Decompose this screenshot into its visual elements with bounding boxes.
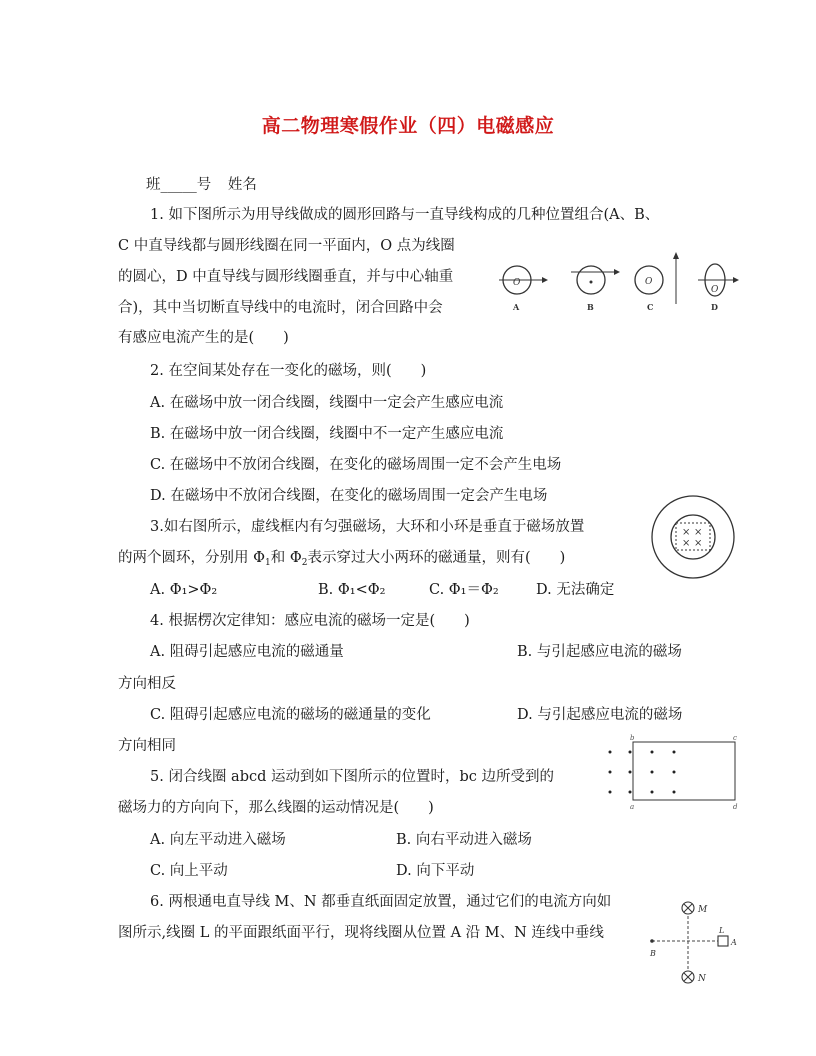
name-label: 姓名 [227,177,257,193]
q3-field-mark-3: × [682,538,691,549]
q5-field-dots [609,751,676,794]
q1-fig-b [571,266,620,312]
q3-line-2 [118,549,565,572]
q4-option-d: D. 与引起感应电流的磁场 [517,707,683,723]
q1-label-a: A [513,302,520,312]
q6-wire-n [682,971,707,984]
q1-label-c: C [647,302,654,312]
q4-option-b: B. 与引起感应电流的磁场 [517,644,682,660]
q3-line-2-b: 和 Φ [270,550,302,566]
page-title: 高二物理寒假作业（四）电磁感应 [261,115,555,137]
class-prefix: 班 [146,177,161,193]
q1-c-center: O [645,277,653,287]
q3-sub-1: 1 [265,558,271,568]
q4-stem: 4. 根据楞次定律知：感应电流的磁场一定是( ) [150,613,470,629]
q2-option-d: D. 在磁场中不放闭合线圈，在变化的磁场周围一定会产生电场 [150,488,548,504]
q5-line-1: 5. 闭合线圈 abcd 运动到如下图所示的位置时，bc 边所受到的 [150,769,555,785]
class-blank: _____ [160,177,197,193]
student-info-line [146,176,257,194]
q2-option-c: C. 在磁场中不放闭合线圈，在变化的磁场周围一定不会产生电场 [150,457,562,473]
q6-label-l: L [719,926,725,935]
q4-option-d-cont: 方向相同 [118,738,176,754]
q3-small-ring [671,515,715,559]
q3-field-mark-4: × [694,538,703,549]
q4-option-a: A. 阻碍引起感应电流的磁通量 [150,644,344,660]
q6-wire-m [682,902,708,915]
q6-label-a: A [731,938,737,947]
q3-line-2-c: 表示穿过大小两环的磁通量，则有( ) [307,550,566,566]
q6-label-n: N [698,974,706,984]
q5-coil [633,742,735,800]
q3-option-d: D. 无法确定 [536,582,615,598]
class-suffix: 号 [196,177,212,193]
q3-sub-2: 2 [301,558,308,568]
q5-label-c: c [733,734,737,742]
q1-line-3: 的圆心，D 中直导线与圆形线圈垂直，并与中心轴重 [118,269,454,285]
q3-option-a: A. Φ₁>Φ₂ [150,582,218,598]
q1-a-center: O [513,278,521,288]
q2-option-a: A. 在磁场中放一闭合线圈，线圈中一定会产生感应电流 [150,395,504,411]
q3-line-1: 3.如右图所示，虚线框内有匀强磁场，大环和小环是垂直于磁场放置 [150,519,585,535]
q4-option-c: C. 阻碍引起感应电流的磁场的磁通量的变化 [150,707,431,723]
q3-option-c: C. Φ₁＝Φ₂ [429,582,499,598]
q5-label-a: a [630,803,635,810]
q5-label-b: b [630,734,635,742]
q1-fig-d [698,264,739,312]
q5-option-a: A. 向左平动进入磁场 [150,832,286,848]
q3-option-b: B. Φ₁<Φ₂ [318,582,386,598]
q5-option-b: B. 向右平动进入磁场 [396,832,532,848]
q6-label-b: B [650,949,656,958]
q5-figure [600,732,740,810]
q3-large-ring [652,496,734,578]
q6-label-m: M [698,905,708,915]
q1-label-d: D [711,302,718,312]
q3-figure [648,492,738,582]
q5-line-2: 磁场力的方向向下，那么线圈的运动情况是( ) [118,800,434,816]
q6-coil-l [718,936,728,946]
q1-line-4: 合)，其中当切断直导线中的电流时，闭合回路中会 [118,300,443,316]
q1-figure [495,252,740,316]
q1-line-2: C 中直导线都与圆形线圈在同一平面内，O 点为线圈 [118,238,455,254]
q1-line-5: 有感应电流产生的是( ) [118,330,289,346]
q1-line-1: 1. 如下图所示为用导线做成的圆形回路与一直导线构成的几种位置组合(A、B、 [150,207,660,223]
q1-d-center: O [711,285,719,295]
q1-label-b: B [587,302,594,312]
q3-field-mark-2: × [694,527,703,538]
q5-option-c: C. 向上平动 [150,863,228,879]
q4-option-b-cont: 方向相反 [118,676,176,692]
q6-line-2: 图所示,线圈 L 的平面跟纸面平行，现将线圈从位置 A 沿 M、N 连线中垂线 [118,925,604,941]
q1-fig-a [499,266,548,312]
q5-option-d: D. 向下平动 [396,863,475,879]
q5-label-d: d [733,803,738,810]
q6-figure [642,895,742,990]
q3-field-mark-1: × [682,527,691,538]
q2-option-b: B. 在磁场中放一闭合线圈，线圈中不一定产生感应电流 [150,426,504,442]
q6-line-1: 6. 两根通电直导线 M、N 都垂直纸面固定放置，通过它们的电流方向如 [150,894,612,910]
q3-line-2-a: 的两个圆环，分别用 Φ [118,550,265,566]
q2-stem: 2. 在空间某处存在一变化的磁场，则( ) [150,363,427,379]
q1-fig-c [635,252,679,312]
q6-point-b [650,939,654,943]
